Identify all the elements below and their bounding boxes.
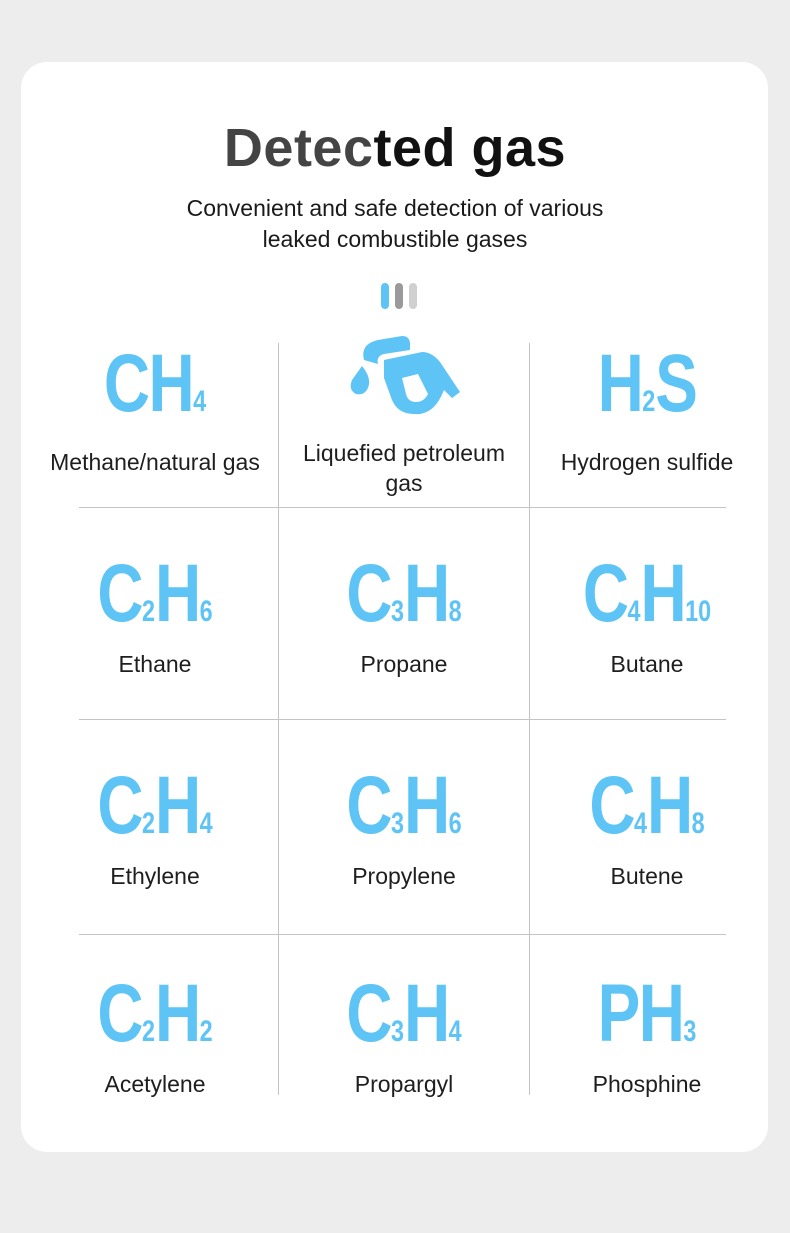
gas-formula <box>550 548 745 639</box>
gas-item-hydrogen-sulfide <box>522 338 772 477</box>
grid-divider <box>79 507 726 508</box>
formula-symbol: C <box>589 760 634 851</box>
gas-formula <box>58 338 253 429</box>
gas-formula <box>550 968 745 1059</box>
formula-symbol: C <box>346 760 391 851</box>
formula-symbol: H <box>155 968 200 1059</box>
gas-formula <box>307 548 502 639</box>
gas-item-ethane <box>30 548 280 679</box>
grid-divider <box>79 934 726 935</box>
gas-item-methane <box>30 338 280 477</box>
section-indicator <box>381 283 421 309</box>
page-title: Detected gas <box>223 118 567 178</box>
gas-formula <box>307 760 502 851</box>
formula-subscript: 3 <box>683 1015 697 1048</box>
gas-name: Propane <box>360 651 448 677</box>
formula-subscript: 10 <box>685 595 712 628</box>
formula-symbol: C <box>97 760 142 851</box>
formula-symbol: C <box>346 548 391 639</box>
formula-symbol: PH <box>597 968 684 1059</box>
gas-item-propylene <box>279 760 529 891</box>
formula-symbol: H <box>404 968 449 1059</box>
formula-symbol: H <box>597 338 643 429</box>
formula-symbol: H <box>404 548 449 639</box>
gas-formula <box>58 548 253 639</box>
formula-symbol: C <box>346 968 391 1059</box>
gas-name: Ethylene <box>110 863 200 889</box>
gas-formula <box>550 760 745 851</box>
gas-name: Methane/natural gas <box>50 449 260 475</box>
formula-symbol: C <box>582 548 628 639</box>
formula-subscript: 2 <box>642 385 656 418</box>
formula-symbol: CH <box>103 338 194 429</box>
formula-symbol: H <box>155 548 200 639</box>
gas-name: Ethane <box>118 651 192 677</box>
formula-subscript: 6 <box>199 595 213 628</box>
gas-item-butene <box>522 760 772 891</box>
indicator-dot <box>409 283 417 309</box>
formula-subscript: 2 <box>141 1015 155 1048</box>
formula-symbol: C <box>97 548 142 639</box>
formula-subscript: 6 <box>448 807 462 840</box>
formula-subscript: 8 <box>691 807 705 840</box>
gas-item-ethylene <box>30 760 280 891</box>
formula-symbol: S <box>655 338 697 429</box>
formula-subscript: 4 <box>193 385 207 418</box>
formula-subscript: 3 <box>390 595 404 628</box>
formula-symbol: H <box>404 760 449 851</box>
fuel-nozzle-icon <box>344 330 464 425</box>
gas-item-propargyl <box>279 968 529 1099</box>
gas-formula <box>58 968 253 1059</box>
gas-name: Butane <box>610 651 684 677</box>
gas-name: Acetylene <box>104 1071 206 1097</box>
gas-name: Hydrogen sulfide <box>560 449 734 475</box>
formula-subscript: 4 <box>448 1015 462 1048</box>
indicator-dot <box>395 283 403 309</box>
grid-divider <box>79 719 726 720</box>
formula-subscript: 3 <box>390 1015 404 1048</box>
formula-symbol: H <box>155 760 200 851</box>
gas-name: Propylene <box>352 863 456 889</box>
gas-item-lpg <box>279 330 529 498</box>
formula-subscript: 2 <box>199 1015 213 1048</box>
page-subtitle: Convenient and safe detection of various leaked combustible gases <box>186 195 604 252</box>
formula-subscript: 4 <box>627 595 641 628</box>
gas-name: Propargyl <box>354 1071 454 1097</box>
gas-name: Liquefied petroleum gas <box>302 440 506 496</box>
indicator-dot <box>381 283 389 309</box>
formula-symbol: H <box>647 760 692 851</box>
formula-subscript: 2 <box>141 595 155 628</box>
formula-symbol: C <box>97 968 142 1059</box>
formula-subscript: 3 <box>390 807 404 840</box>
gas-item-acetylene <box>30 968 280 1099</box>
formula-subscript: 2 <box>141 807 155 840</box>
gas-item-butane <box>522 548 772 679</box>
gas-name: Butene <box>610 863 684 889</box>
gas-formula <box>307 968 502 1059</box>
formula-subscript: 8 <box>448 595 462 628</box>
formula-subscript: 4 <box>199 807 213 840</box>
gas-formula <box>58 760 253 851</box>
formula-subscript: 4 <box>633 807 647 840</box>
gas-item-propane <box>279 548 529 679</box>
gas-name: Phosphine <box>592 1071 702 1097</box>
gas-formula <box>550 338 745 429</box>
gas-item-phosphine <box>522 968 772 1099</box>
formula-symbol: H <box>640 548 686 639</box>
